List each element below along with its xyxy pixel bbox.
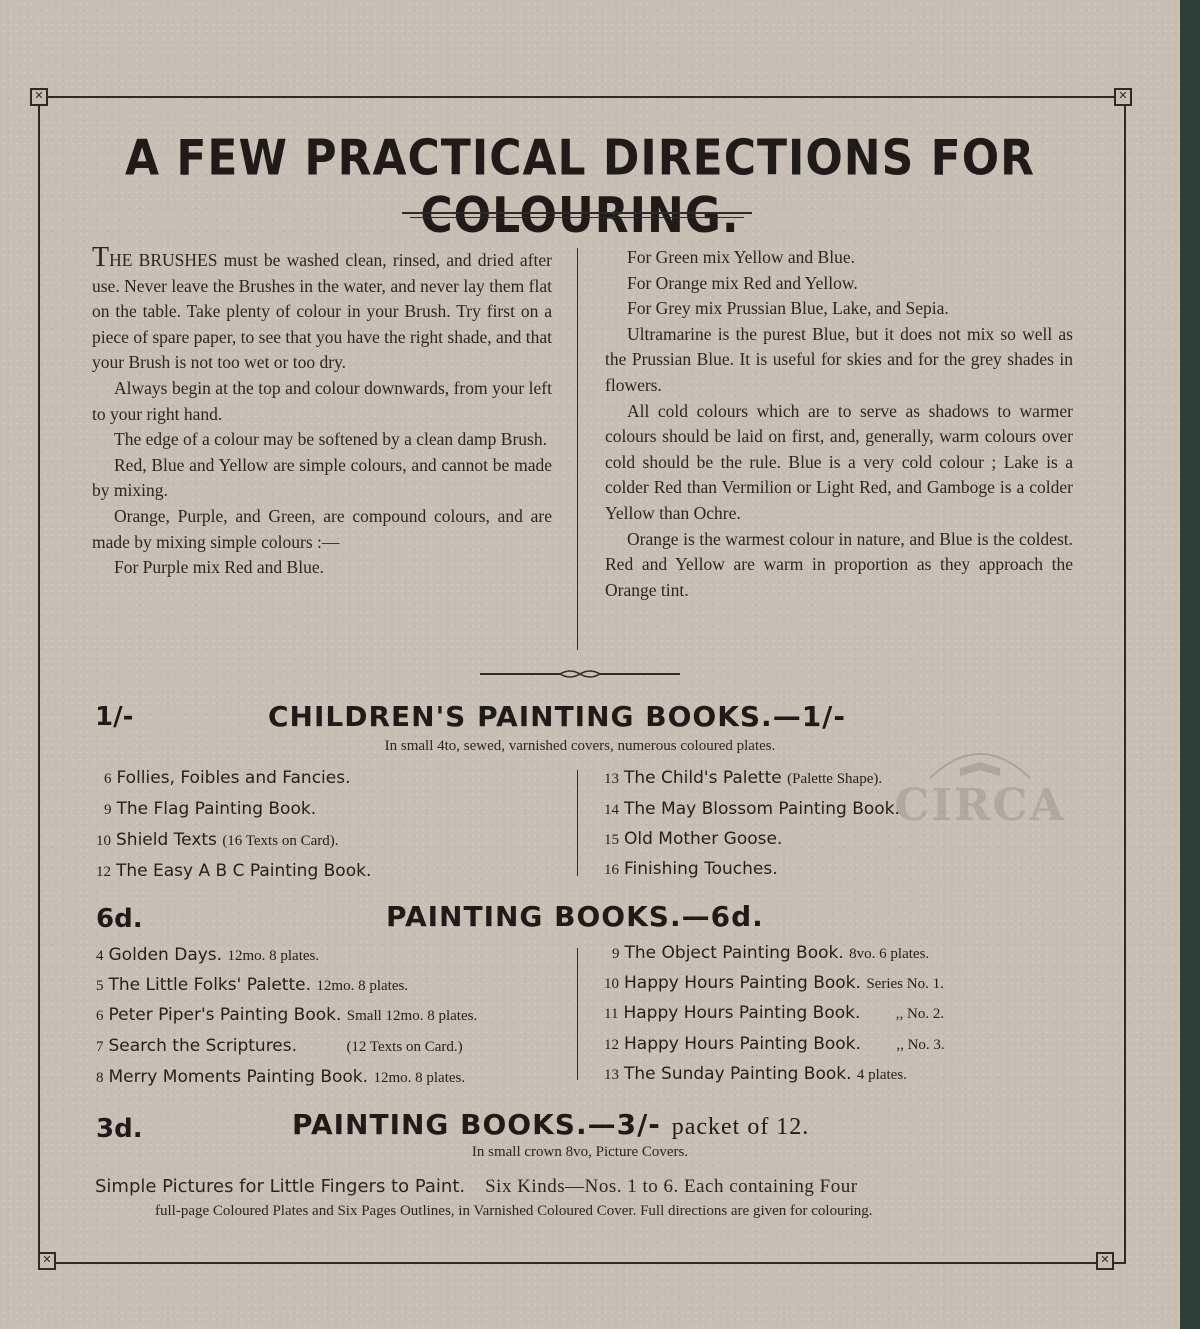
title-rule [410, 217, 744, 218]
corner-ornament-icon: ✕ [38, 1252, 56, 1270]
list-item: 9 The Flag Painting Book. [104, 799, 317, 819]
direction-paragraph: THE BRUSHES must be washed clean, rinsed, and dried after use. Never leave the Brushes in the water, and never lay them flat on the table. Take plenty of colour in your Brush. Try first on a piece of spare paper, to see that you have the right shade, and that your Brush is not too wet or too dry. [92, 242, 552, 373]
price-label: 1/- [95, 702, 134, 732]
product-line: Simple Pictures for Little Fingers to Paint. Six Kinds—Nos. 1 to 6. Each containing Four [95, 1176, 858, 1197]
list-item: 12 The Easy A B C Painting Book. [96, 861, 372, 881]
direction-paragraph: For Purple mix Red and Blue. [114, 557, 324, 578]
list-item: 6 Peter Piper's Painting Book. Small 12mo. 8 plates. [96, 1005, 478, 1025]
direction-paragraph: For Grey mix Prussian Blue, Lake, and Sepia. [627, 298, 949, 319]
corner-ornament-icon: ✕ [1114, 88, 1132, 106]
column-divider [577, 248, 578, 650]
column-divider [577, 948, 578, 1080]
list-item: 11 Happy Hours Painting Book. ,, No. 2. [604, 1003, 945, 1023]
price-label: 3d. [96, 1114, 143, 1144]
list-item: 13 The Sunday Painting Book. 4 plates. [604, 1064, 907, 1084]
title-rule [402, 212, 752, 214]
drop-cap: T [92, 242, 110, 273]
list-item: 7 Search the Scriptures. (12 Texts on Card.) [96, 1036, 463, 1056]
list-item: 10 Happy Hours Painting Book. Series No. 1. [604, 973, 944, 993]
section-heading: CHILDREN'S PAINTING BOOKS.—1/- [268, 700, 847, 733]
direction-paragraph: Ultramarine is the purest Blue, but it does not mix so well as the Prussian Blue. It is useful for skies and for the grey shades in flowers. [605, 323, 1073, 395]
column-divider [577, 770, 578, 876]
section-subtitle: In small crown 8vo, Picture Covers. [471, 1144, 689, 1160]
heading-suffix: packet of 12. [671, 1114, 810, 1140]
corner-ornament-icon: ✕ [1096, 1252, 1114, 1270]
product-line-detail: full-page Coloured Plates and Six Pages Outlines, in Varnished Coloured Cover. Full directions are given for colouring. [155, 1203, 873, 1219]
watermark-logo: CIRCA [880, 740, 1080, 831]
list-item: 6 Follies, Foibles and Fancies. [104, 768, 351, 788]
direction-paragraph: Always begin at the top and colour downwards, from your left to your right hand. [92, 377, 552, 424]
list-item: 16 Finishing Touches. [604, 859, 778, 879]
price-label: 6d. [96, 904, 143, 934]
section-heading: PAINTING BOOKS.—3/- packet of 12. [292, 1108, 810, 1141]
list-item: 15 Old Mother Goose. [604, 829, 783, 849]
section-ornament-icon [480, 666, 680, 682]
list-item: 13 The Child's Palette (Palette Shape). [604, 768, 883, 788]
direction-paragraph: Red, Blue and Yellow are simple colours, and cannot be made by mixing. [92, 454, 552, 501]
list-item: 10 Shield Texts (16 Texts on Card). [96, 830, 339, 850]
list-item: 9 The Object Painting Book. 8vo. 6 plates. [612, 943, 930, 963]
list-item: 14 The May Blossom Painting Book. [604, 799, 900, 819]
corner-ornament-icon: ✕ [30, 88, 48, 106]
directions-left-column [92, 242, 552, 581]
section-subtitle: In small 4to, sewed, varnished covers, numerous coloured plates. [384, 738, 776, 754]
page-title: A FEW PRACTICAL DIRECTIONS FOR COLOURING. [125, 129, 1035, 245]
direction-paragraph: Orange is the warmest colour in nature, and Blue is the coldest. Red and Yellow are warm in proportion as they approach the Orange tint. [605, 528, 1073, 600]
list-item: 4 Golden Days. 12mo. 8 plates. [96, 945, 320, 965]
direction-paragraph: For Green mix Yellow and Blue. [627, 247, 855, 267]
direction-paragraph: For Orange mix Red and Yellow. [627, 272, 858, 293]
direction-paragraph: Orange, Purple, and Green, are compound colours, and are made by mixing simple colours :— [92, 505, 552, 552]
direction-paragraph: The edge of a colour may be softened by a clean damp Brush. [114, 429, 547, 450]
directions-right-column [605, 245, 1073, 603]
list-item: 8 Merry Moments Painting Book. 12mo. 8 plates. [96, 1067, 466, 1087]
section-heading: PAINTING BOOKS.—6d. [386, 900, 764, 933]
list-item: 5 The Little Folks' Palette. 12mo. 8 plates. [96, 975, 409, 995]
list-item: 12 Happy Hours Painting Book. ,, No. 3. [604, 1034, 945, 1054]
direction-paragraph: All cold colours which are to serve as shadows to warmer colours should be laid on first, and, generally, warm colours over cold should be the rule. Blue is a very cold colour ; Lake is a colder Red than Vermilion or Light Red, and Gamboge is a colder Yellow than Ochre. [605, 400, 1073, 523]
